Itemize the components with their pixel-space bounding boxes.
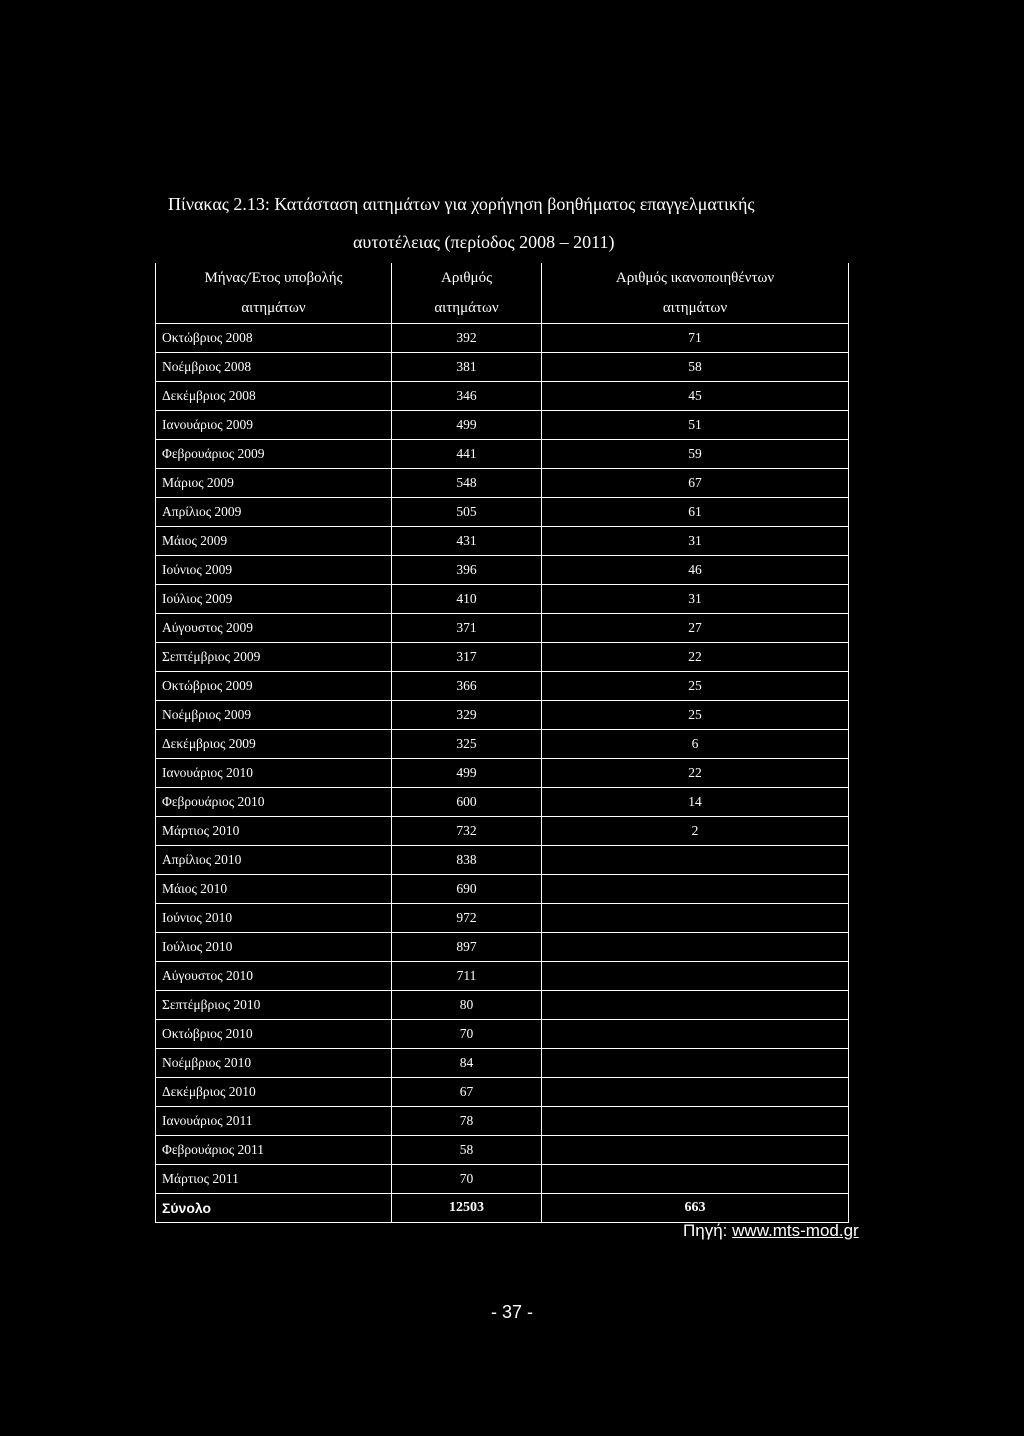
satisfied-cell: 6 (542, 730, 849, 759)
month-cell: Φεβρουάριος 2011 (156, 1136, 392, 1165)
satisfied-cell (542, 875, 849, 904)
total-row (156, 1194, 849, 1223)
satisfied-cell (542, 933, 849, 962)
satisfied-cell: 14 (542, 788, 849, 817)
requests-cell: 371 (392, 614, 542, 643)
table-row (156, 875, 849, 904)
table-row (156, 440, 849, 469)
month-cell: Οκτώβριος 2008 (156, 324, 392, 353)
satisfied-cell: 31 (542, 527, 849, 556)
month-cell: Ιανουάριος 2011 (156, 1107, 392, 1136)
satisfied-cell: 71 (542, 324, 849, 353)
month-cell: Οκτώβριος 2009 (156, 672, 392, 701)
total-requests: 12503 (392, 1194, 542, 1223)
satisfied-cell: 27 (542, 614, 849, 643)
requests-cell: 366 (392, 672, 542, 701)
month-cell: Αύγουστος 2009 (156, 614, 392, 643)
table-row (156, 1136, 849, 1165)
satisfied-cell (542, 1136, 849, 1165)
table-body (156, 324, 849, 1223)
month-cell: Νοέμβριος 2010 (156, 1049, 392, 1078)
table-row (156, 1020, 849, 1049)
header-requests-line-2: αιτημάτων (392, 293, 542, 324)
satisfied-cell: 46 (542, 556, 849, 585)
satisfied-cell (542, 904, 849, 933)
table-row (156, 585, 849, 614)
month-cell: Νοέμβριος 2008 (156, 353, 392, 382)
table-row (156, 353, 849, 382)
table-row (156, 382, 849, 411)
satisfied-cell (542, 991, 849, 1020)
requests-cell: 732 (392, 817, 542, 846)
satisfied-cell: 22 (542, 643, 849, 672)
requests-cell: 329 (392, 701, 542, 730)
table-row (156, 701, 849, 730)
requests-cell: 78 (392, 1107, 542, 1136)
satisfied-cell: 45 (542, 382, 849, 411)
satisfied-cell: 31 (542, 585, 849, 614)
satisfied-cell: 67 (542, 469, 849, 498)
requests-cell: 392 (392, 324, 542, 353)
satisfied-cell: 25 (542, 672, 849, 701)
month-cell: Δεκέμβριος 2010 (156, 1078, 392, 1107)
requests-cell: 410 (392, 585, 542, 614)
month-cell: Ιούνιος 2009 (156, 556, 392, 585)
satisfied-cell (542, 846, 849, 875)
source-prefix: Πηγή: (683, 1221, 733, 1240)
source-note (683, 1221, 859, 1241)
table-row (156, 498, 849, 527)
month-cell: Ιούλιος 2010 (156, 933, 392, 962)
table-row (156, 614, 849, 643)
requests-cell: 505 (392, 498, 542, 527)
satisfied-cell: 25 (542, 701, 849, 730)
requests-cell: 396 (392, 556, 542, 585)
month-cell: Μάριος 2009 (156, 469, 392, 498)
table-row (156, 411, 849, 440)
table-row (156, 1049, 849, 1078)
table-row (156, 1078, 849, 1107)
total-label: Σύνολο (156, 1194, 392, 1223)
table-row (156, 759, 849, 788)
table-row (156, 469, 849, 498)
month-cell: Νοέμβριος 2009 (156, 701, 392, 730)
table-row (156, 1107, 849, 1136)
requests-cell: 690 (392, 875, 542, 904)
table-row (156, 672, 849, 701)
requests-cell: 84 (392, 1049, 542, 1078)
requests-cell: 548 (392, 469, 542, 498)
month-cell: Μάιος 2009 (156, 527, 392, 556)
requests-cell: 58 (392, 1136, 542, 1165)
source-link[interactable]: www.mts-mod.gr (732, 1221, 859, 1240)
header-month-line-1: Μήνας/Έτος υποβολής (204, 269, 343, 286)
requests-cell: 600 (392, 788, 542, 817)
table-row (156, 962, 849, 991)
requests-cell: 499 (392, 411, 542, 440)
table-row (156, 846, 849, 875)
table-row (156, 904, 849, 933)
satisfied-cell: 2 (542, 817, 849, 846)
requests-cell: 346 (392, 382, 542, 411)
requests-cell: 70 (392, 1020, 542, 1049)
requests-cell: 431 (392, 527, 542, 556)
month-cell: Μάιος 2010 (156, 875, 392, 904)
satisfied-cell: 61 (542, 498, 849, 527)
header-month-line-2: αιτημάτων (156, 293, 392, 324)
satisfied-cell: 22 (542, 759, 849, 788)
table-row (156, 817, 849, 846)
total-satisfied: 663 (542, 1194, 849, 1223)
table-row (156, 1165, 849, 1194)
table-row (156, 933, 849, 962)
month-cell: Ιούλιος 2009 (156, 585, 392, 614)
satisfied-cell (542, 962, 849, 991)
requests-cell: 70 (392, 1165, 542, 1194)
month-cell: Ιανουάριος 2009 (156, 411, 392, 440)
satisfied-cell: 59 (542, 440, 849, 469)
month-cell: Μάρτιος 2011 (156, 1165, 392, 1194)
header-satisfied-line-1: Αριθμός ικανοποιηθέντων (542, 263, 849, 293)
table-row (156, 730, 849, 759)
requests-cell: 838 (392, 846, 542, 875)
table-header (156, 263, 849, 324)
month-cell: Σεπτέμβριος 2010 (156, 991, 392, 1020)
month-cell: Σεπτέμβριος 2009 (156, 643, 392, 672)
requests-cell: 499 (392, 759, 542, 788)
requests-cell: 317 (392, 643, 542, 672)
satisfied-cell (542, 1020, 849, 1049)
table-row (156, 643, 849, 672)
month-cell: Ιούνιος 2010 (156, 904, 392, 933)
month-cell: Φεβρουάριος 2009 (156, 440, 392, 469)
month-cell: Δεκέμβριος 2009 (156, 730, 392, 759)
satisfied-cell (542, 1107, 849, 1136)
page-number: - 37 - (490, 1302, 533, 1322)
satisfied-cell (542, 1049, 849, 1078)
satisfied-cell: 51 (542, 411, 849, 440)
requests-table (155, 263, 849, 1223)
table-caption-line-1: Πίνακας 2.13: Κατάσταση αιτημάτων για χορήγηση βοηθήματος επαγγελματικής (168, 194, 755, 214)
requests-cell: 897 (392, 933, 542, 962)
month-cell: Αύγουστος 2010 (156, 962, 392, 991)
table-row (156, 788, 849, 817)
requests-cell: 325 (392, 730, 542, 759)
table-row (156, 324, 849, 353)
month-cell: Μάρτιος 2010 (156, 817, 392, 846)
month-cell: Φεβρουάριος 2010 (156, 788, 392, 817)
table-row (156, 556, 849, 585)
requests-cell: 381 (392, 353, 542, 382)
month-cell: Ιανουάριος 2010 (156, 759, 392, 788)
table-caption-line-2: αυτοτέλειας (περίοδος 2008 – 2011) (353, 232, 615, 252)
table-row (156, 991, 849, 1020)
requests-cell: 972 (392, 904, 542, 933)
header-satisfied-line-2: αιτημάτων (542, 293, 849, 324)
requests-cell: 441 (392, 440, 542, 469)
header-requests-line-1: Αριθμός (392, 263, 542, 293)
month-cell: Απρίλιος 2009 (156, 498, 392, 527)
satisfied-cell (542, 1078, 849, 1107)
month-cell: Απρίλιος 2010 (156, 846, 392, 875)
requests-cell: 80 (392, 991, 542, 1020)
satisfied-cell (542, 1165, 849, 1194)
month-cell: Δεκέμβριος 2008 (156, 382, 392, 411)
satisfied-cell: 58 (542, 353, 849, 382)
requests-cell: 67 (392, 1078, 542, 1107)
table-row (156, 527, 849, 556)
month-cell: Οκτώβριος 2010 (156, 1020, 392, 1049)
requests-cell: 711 (392, 962, 542, 991)
